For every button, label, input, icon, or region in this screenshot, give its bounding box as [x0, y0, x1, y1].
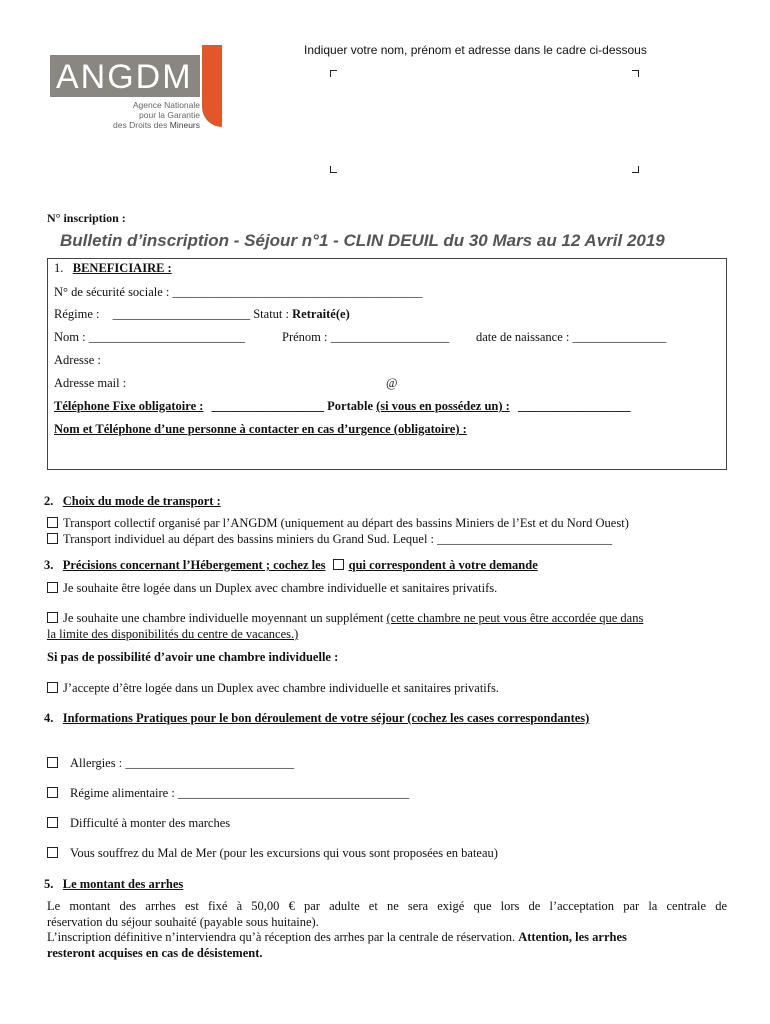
page-title: Bulletin d’inscription - Séjour n°1 - CLIN DEUIL du 30 Mars au 12 Avril 2019: [60, 231, 665, 250]
infos-regime[interactable]: [47, 786, 409, 801]
angdm-logo: [50, 45, 240, 137]
prenom-field[interactable]: Prénom : ___________________: [282, 330, 450, 344]
secu-field[interactable]: N° de sécurité sociale : ________________________________________: [54, 285, 423, 299]
sipas-label: Si pas de possibilité d’avoir une chambre individuelle :: [47, 650, 339, 664]
infos-mal-de-mer[interactable]: [47, 846, 498, 861]
phone-row: [54, 399, 630, 414]
section-heading: Le montant des arrhes: [62, 877, 184, 891]
adresse-field[interactable]: Adresse :: [54, 353, 101, 367]
option-label: Je souhaite être logée dans un Duplex avec chambre individuelle et sanitaires privatifs.: [63, 581, 498, 595]
checkbox[interactable]: [47, 517, 58, 528]
portable-note: (si vous en possédez un) :: [376, 399, 510, 413]
address-frame-corner-tr: [632, 70, 639, 77]
regime-field[interactable]: ______________________: [112, 307, 251, 321]
transport-heading: [44, 494, 221, 509]
section-heading-end: qui correspondent à votre demande: [348, 558, 538, 572]
logo-orange-bar: [202, 45, 222, 127]
section-heading: Choix du mode de transport :: [62, 494, 221, 508]
statut-value: Retraité(e): [292, 307, 350, 321]
inscription-number-label: N° inscription :: [47, 211, 126, 225]
option-label: Difficulté à monter des marches: [70, 816, 231, 830]
beneficiaire-heading: [54, 261, 172, 276]
checkbox[interactable]: [47, 817, 58, 828]
option-note-continued: la limite des disponibilités du centre de vacances.): [47, 627, 299, 641]
checkbox[interactable]: [47, 787, 58, 798]
hebergement-heading: [44, 558, 538, 573]
infos-marches[interactable]: [47, 816, 230, 831]
section-heading: Précisions concernant l’Hébergement ; cochez les: [62, 558, 326, 572]
checkbox[interactable]: [47, 682, 58, 693]
option-label: Allergies : ___________________________: [70, 756, 295, 770]
infos-allergies[interactable]: [47, 756, 294, 771]
regime-statut-row: [54, 307, 350, 322]
portable-label: Portable: [327, 399, 373, 413]
infos-heading: [44, 711, 589, 726]
checkbox[interactable]: [47, 533, 58, 544]
option-label: Vous souffrez du Mal de Mer (pour les excursions qui vous sont proposées en bateau): [70, 846, 498, 860]
address-frame-corner-br: [632, 166, 639, 173]
checkbox[interactable]: [47, 582, 58, 593]
checkbox-icon: [333, 559, 344, 570]
birthdate-field[interactable]: date de naissance : _______________: [476, 330, 667, 344]
tel-fixe-label: Téléphone Fixe obligatoire :: [54, 399, 204, 413]
option-label: J’accepte d’être logée dans un Duplex avec chambre individuelle et sanitaires privatifs.: [63, 681, 499, 695]
section-heading: Informations Pratiques pour le bon déroulement de votre séjour (cochez les cases correspondantes): [62, 711, 590, 725]
option-label: Régime alimentaire : _____________________________________: [70, 786, 410, 800]
checkbox[interactable]: [47, 847, 58, 858]
option-note: (cette chambre ne peut vous être accordée que dans: [386, 611, 644, 625]
email-field[interactable]: Adresse mail :: [54, 376, 127, 390]
option-label: Transport collectif organisé par l’ANGDM (uniquement au départ des bassins Miniers de l’Est et du Nord Ouest): [63, 516, 629, 530]
logo-tagline-line2: pour la Garantie: [139, 110, 200, 120]
arrhes-line3-text: L’inscription définitive n’interviendra qu’à réception des arrhes par la centrale de réservation.: [47, 930, 516, 944]
section-number: 3.: [44, 558, 54, 572]
transport-option-individuel[interactable]: [47, 532, 612, 547]
address-frame-corner-bl: [330, 166, 337, 173]
hebergement-option-accept-duplex[interactable]: [47, 681, 499, 696]
beneficiaire-section: [47, 258, 727, 470]
email-at-sign: @: [386, 376, 398, 390]
address-hint: Indiquer votre nom, prénom et adresse dans le cadre ci-dessous: [304, 43, 647, 57]
transport-option-collectif[interactable]: [47, 516, 629, 531]
address-frame-corner-tl: [330, 70, 337, 77]
statut-label: Statut :: [253, 307, 290, 321]
section-number: 5.: [44, 877, 54, 891]
logo-tagline-line1: Agence Nationale: [132, 100, 200, 110]
logo-tagline-line3b: Mineurs: [169, 120, 200, 130]
arrhes-line1: Le montant des arrhes est fixé à 50,00 € par adulte et ne sera exigé que lors de l’acceptation par la centrale de: [47, 899, 727, 913]
arrhes-line4: resteront acquises en cas de désistement.: [47, 945, 263, 960]
checkbox[interactable]: [47, 757, 58, 768]
arrhes-line2: réservation du séjour souhaité (payable sous huitaine).: [47, 914, 319, 929]
option-label: Je souhaite une chambre individuelle moyennant un supplément: [63, 611, 384, 625]
logo-tagline-line3a: des Droits des: [113, 120, 168, 130]
arrhes-heading: [44, 877, 183, 892]
portable-field[interactable]: __________________: [517, 399, 631, 413]
checkbox[interactable]: [47, 612, 58, 623]
regime-label: Régime :: [54, 307, 100, 321]
logo-wordmark: ANGDM: [56, 58, 193, 96]
hebergement-option-duplex[interactable]: [47, 581, 497, 596]
arrhes-line3: [47, 930, 727, 946]
logo-tagline: [50, 100, 200, 130]
arrhes-text: [47, 899, 727, 961]
section-number: 4.: [44, 711, 54, 725]
nom-field[interactable]: Nom : _________________________: [54, 330, 245, 344]
section-number: 2.: [44, 494, 54, 508]
hebergement-option-individuelle[interactable]: [47, 611, 643, 626]
section-heading: BENEFICIAIRE :: [72, 261, 172, 275]
tel-fixe-field[interactable]: __________________: [211, 399, 325, 413]
arrhes-warning: Attention, les arrhes: [518, 930, 627, 944]
option-label: Transport individuel au départ des bassins miniers du Grand Sud. Lequel : ____________________________: [63, 532, 613, 546]
logo-tagline-line3: [50, 120, 200, 130]
urgence-field[interactable]: Nom et Téléphone d’une personne à contacter en cas d’urgence (obligatoire) :: [54, 422, 467, 436]
section-number: 1.: [54, 261, 64, 275]
